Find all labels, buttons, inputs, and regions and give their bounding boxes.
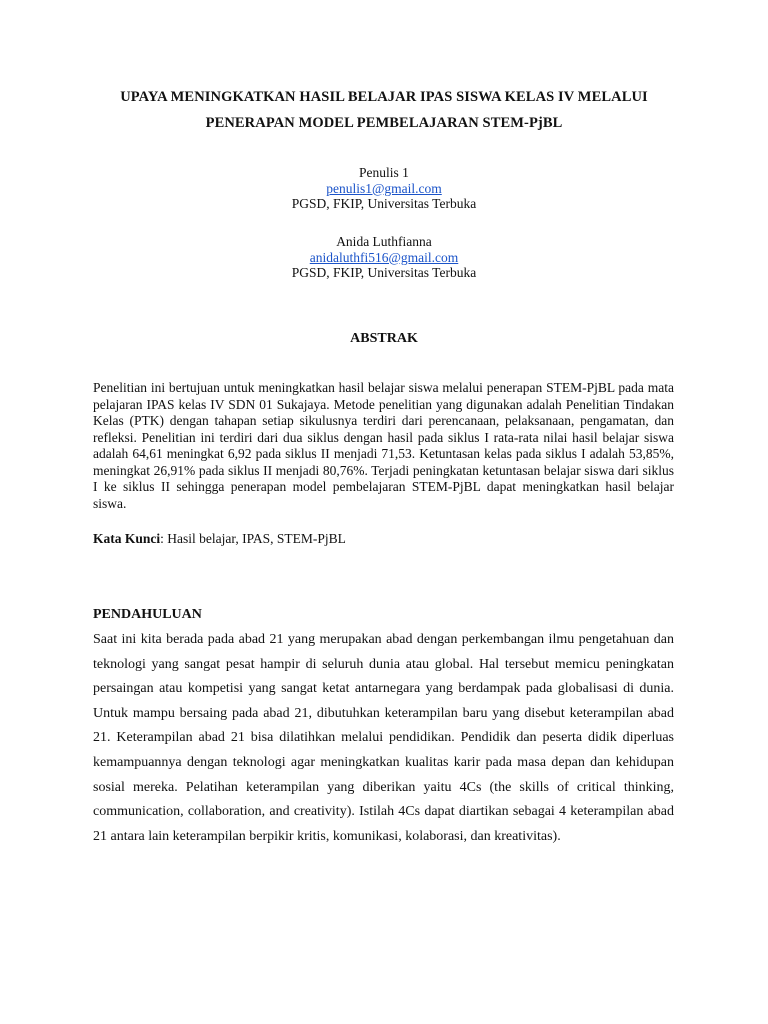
- author-affiliation: PGSD, FKIP, Universitas Terbuka: [291, 196, 477, 211]
- abstract-text: Penelitian ini bertujuan untuk meningkatkan hasil belajar siswa melalui penerapan STEM-PjBL pada mata pelajaran IPAS kelas IV SDN 01 Sukajaya. Metode penelitian yang digunakan adalah Penelitian Tindakan Kelas (PTK) dengan tahapan setiap sikulusnya terdiri dari perencanaan, pelaksanaan, pengamatan, dan refleksi. Penelitian ini terdiri dari dua siklus dengan hasil pada siklus I rata-rata nilai hasil belajar siswa adalah 64,61 meningkat 6,92 pada siklus II menjadi 71,53. Ketuntasan kelas pada siklus I adalah 53,85%, meningkat 26,91% pada siklus II menjadi 80,76%. Terjadi peningkatan ketuntasan belajar siswa dari siklus I ke siklus II sehingga penerapan model pembelajaran STEM-PjBL dapat meningkatkan hasil belajar siswa.: [93, 380, 674, 511]
- keywords-label: Kata Kunci: [93, 531, 161, 546]
- author-email-link[interactable]: penulis1@gmail.com: [326, 180, 442, 196]
- author-name: Penulis 1: [359, 165, 409, 180]
- author-email-link[interactable]: anidaluthfi516@gmail.com: [309, 249, 459, 265]
- introduction-text: Saat ini kita berada pada abad 21 yang merupakan abad dengan perkembangan ilmu pengetahuan dan teknologi yang sangat pesat hampir di seluruh dunia atau global. Hal tersebut memicu peningkatan persaingan atau kompetisi yang sangat ketat antarnegara yang berdampak pada globalisasi di dunia. Untuk mampu bersaing pada abad 21, dibutuhkan keterampilan baru yang disebut keterampilan abad 21. Keterampilan abad 21 bisa dilatihkan melalui pendidikan. Pendidik dan peserta didik diperluas kemampuannya dengan teknologi agar meningkatkan kualitas karir pada masa depan dan kehidupan sosial mereka. Pelatihan keterampilan yang diberikan yaitu 4Cs (the skills of critical thinking, communication, collaboration, and creativity). Istilah 4Cs dapat diartikan sebagai 4 keterampilan abad 21 antara lain keterampilan berpikir kritis, komunikasi, kolaborasi, dan kreativitas).: [93, 632, 674, 844]
- paper-title-line-2: PENERAPAN MODEL PEMBELAJARAN STEM-PjBL: [205, 115, 563, 131]
- author-affiliation: PGSD, FKIP, Universitas Terbuka: [291, 265, 477, 280]
- introduction-heading: PENDAHULUAN: [93, 607, 202, 622]
- paper-title: [60, 84, 708, 136]
- author-block-2: [160, 234, 608, 281]
- author-name: Anida Luthfianna: [336, 234, 432, 249]
- keywords-text: : Hasil belajar, IPAS, STEM-PjBL: [160, 531, 346, 546]
- paper-title-line-1: UPAYA MENINGKATKAN HASIL BELAJAR IPAS SISWA KELAS IV MELALUI: [120, 89, 648, 105]
- keywords-line: [93, 531, 674, 548]
- abstract-heading: ABSTRAK: [350, 331, 418, 346]
- author-block-1: [160, 165, 608, 212]
